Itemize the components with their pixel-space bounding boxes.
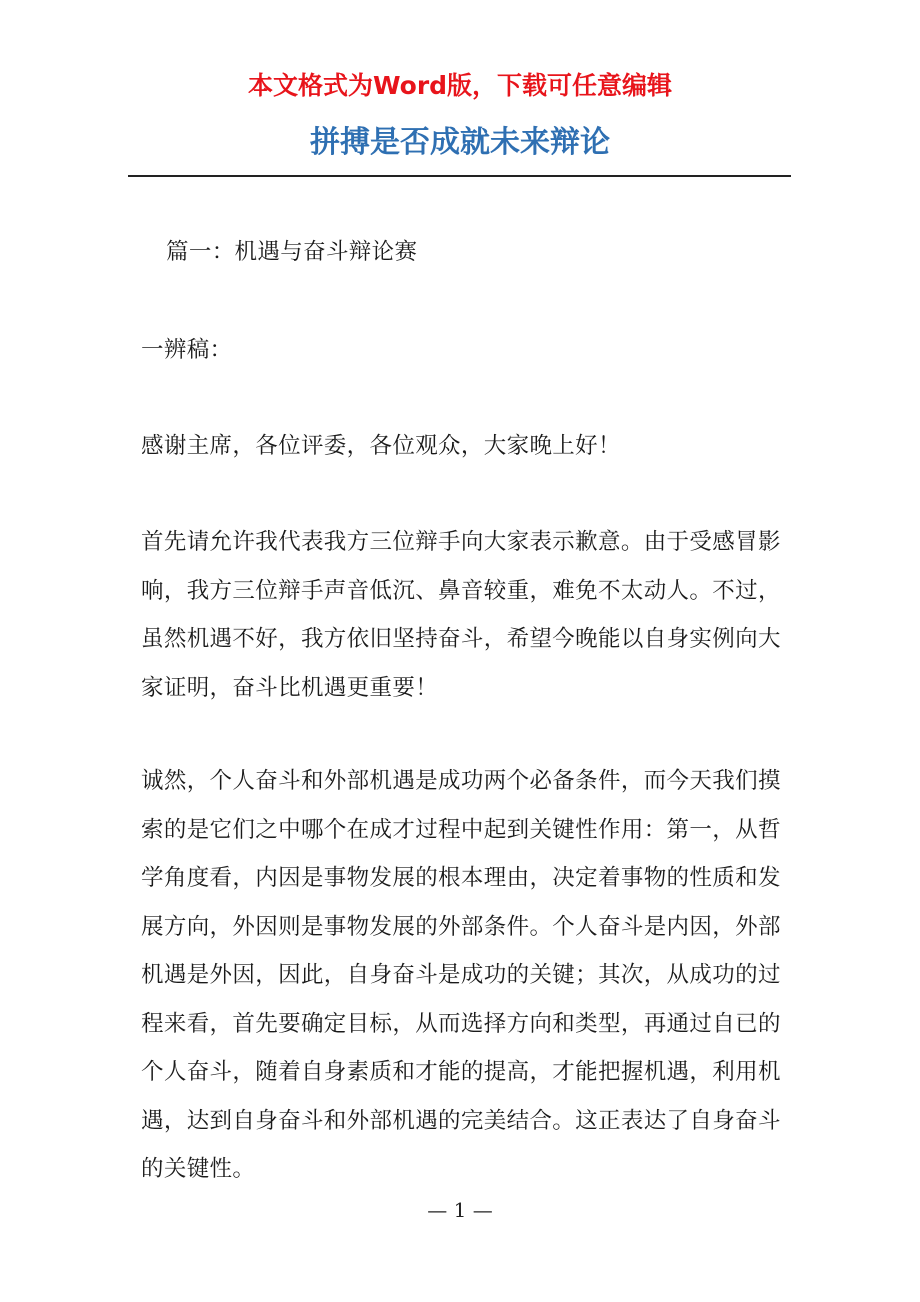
word-format-banner: 本文格式为Word版，下载可任意编辑: [247, 71, 673, 100]
greeting-paragraph: 感谢主席，各位评委，各位观众，大家晚上好！: [141, 433, 621, 459]
page-number: — 1 —: [427, 1198, 493, 1222]
body-paragraph: 诚然，个人奋斗和外部机遇是成功两个必备条件，而今天我们摸索的是它们之中哪个在成才过程中起到关键性作用：第一，从哲学角度看，内因是事物发展的根本理由，决定着事物的性质和发展方向，外因则是事物发展的外部条件。个人奋斗是内因，外部机遇是外因，因此，自身奋斗是成功的关键；其次，从成功的过程来看，首先要确定目标，从而选择方向和类型，再通过自已的个人奋斗，随着自身素质和才能的提高，才能把握机遇，利用机遇，达到自身奋斗和外部机遇的完美结合。这正表达了自身奋斗的关键性。: [141, 768, 781, 1182]
document-title: 拼搏是否成就未来辩论: [310, 125, 610, 160]
section-heading: 篇一：机遇与奋斗辩论赛: [166, 239, 418, 265]
sub-heading: 一辨稿：: [141, 337, 233, 363]
body-paragraph: 首先请允许我代表我方三位辩手向大家表示歉意。由于受感冒影响，我方三位辩手声音低沉、鼻音较重，难免不太动人。不过，虽然机遇不好，我方依旧坚持奋斗，希望今晚能以自身实例向大家证明，奋斗比机遇更重要！: [141, 529, 781, 701]
title-divider: [128, 175, 791, 177]
